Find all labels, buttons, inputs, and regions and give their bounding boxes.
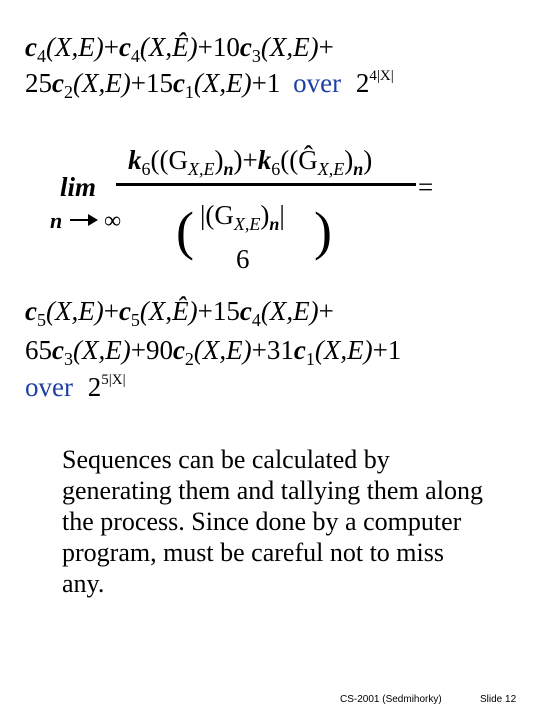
right-paren: ) [314,201,332,261]
footer-course: CS-2001 (Sedmihorky) [340,694,442,705]
equals-sign: = [418,172,434,202]
binomial-top: $|(G_{X,E})_n|$ [200,200,285,234]
limit-infinity: ∞ [104,208,122,234]
limit-arrow [70,219,90,221]
formula1-line1: $c_4(X,E)+c_4(X,Ê)+10c_3(X,E)+$ [25,32,334,66]
formula1-line2: $25c_2(X,E)+15c_1(X,E)+1$ over $2^{4|X|}$ [25,68,394,102]
footer-slide-number: Slide 12 [480,694,517,705]
formula2-line2: $65c_3(X,E)+90c_2(X,E)+31c_1(X,E)+1$ [25,335,402,369]
limit-arrow-head [88,214,98,226]
fraction-bar [116,183,416,186]
over-word: over [293,68,342,98]
explanation-paragraph: Sequences can be calculated by generating them and tallying them along the process. Since done by a computer program, must be careful not to miss any. [62,445,483,598]
left-paren: ( [176,201,194,261]
limit-label: lim [60,172,97,202]
binomial-bottom: 6 [236,244,250,274]
formula2-line3: over $2^{5|X|}$ [25,372,126,402]
formula2-line1: $c_5(X,E)+c_5(X,Ê)+15c_4(X,E)+$ [25,296,334,330]
over-word-2: over [25,372,73,402]
limit-n: n [50,208,63,233]
fraction-numerator: $k_6((G_{X,E})_n)+k_6((Ĝ_{X,E})_n)$ [128,145,373,179]
